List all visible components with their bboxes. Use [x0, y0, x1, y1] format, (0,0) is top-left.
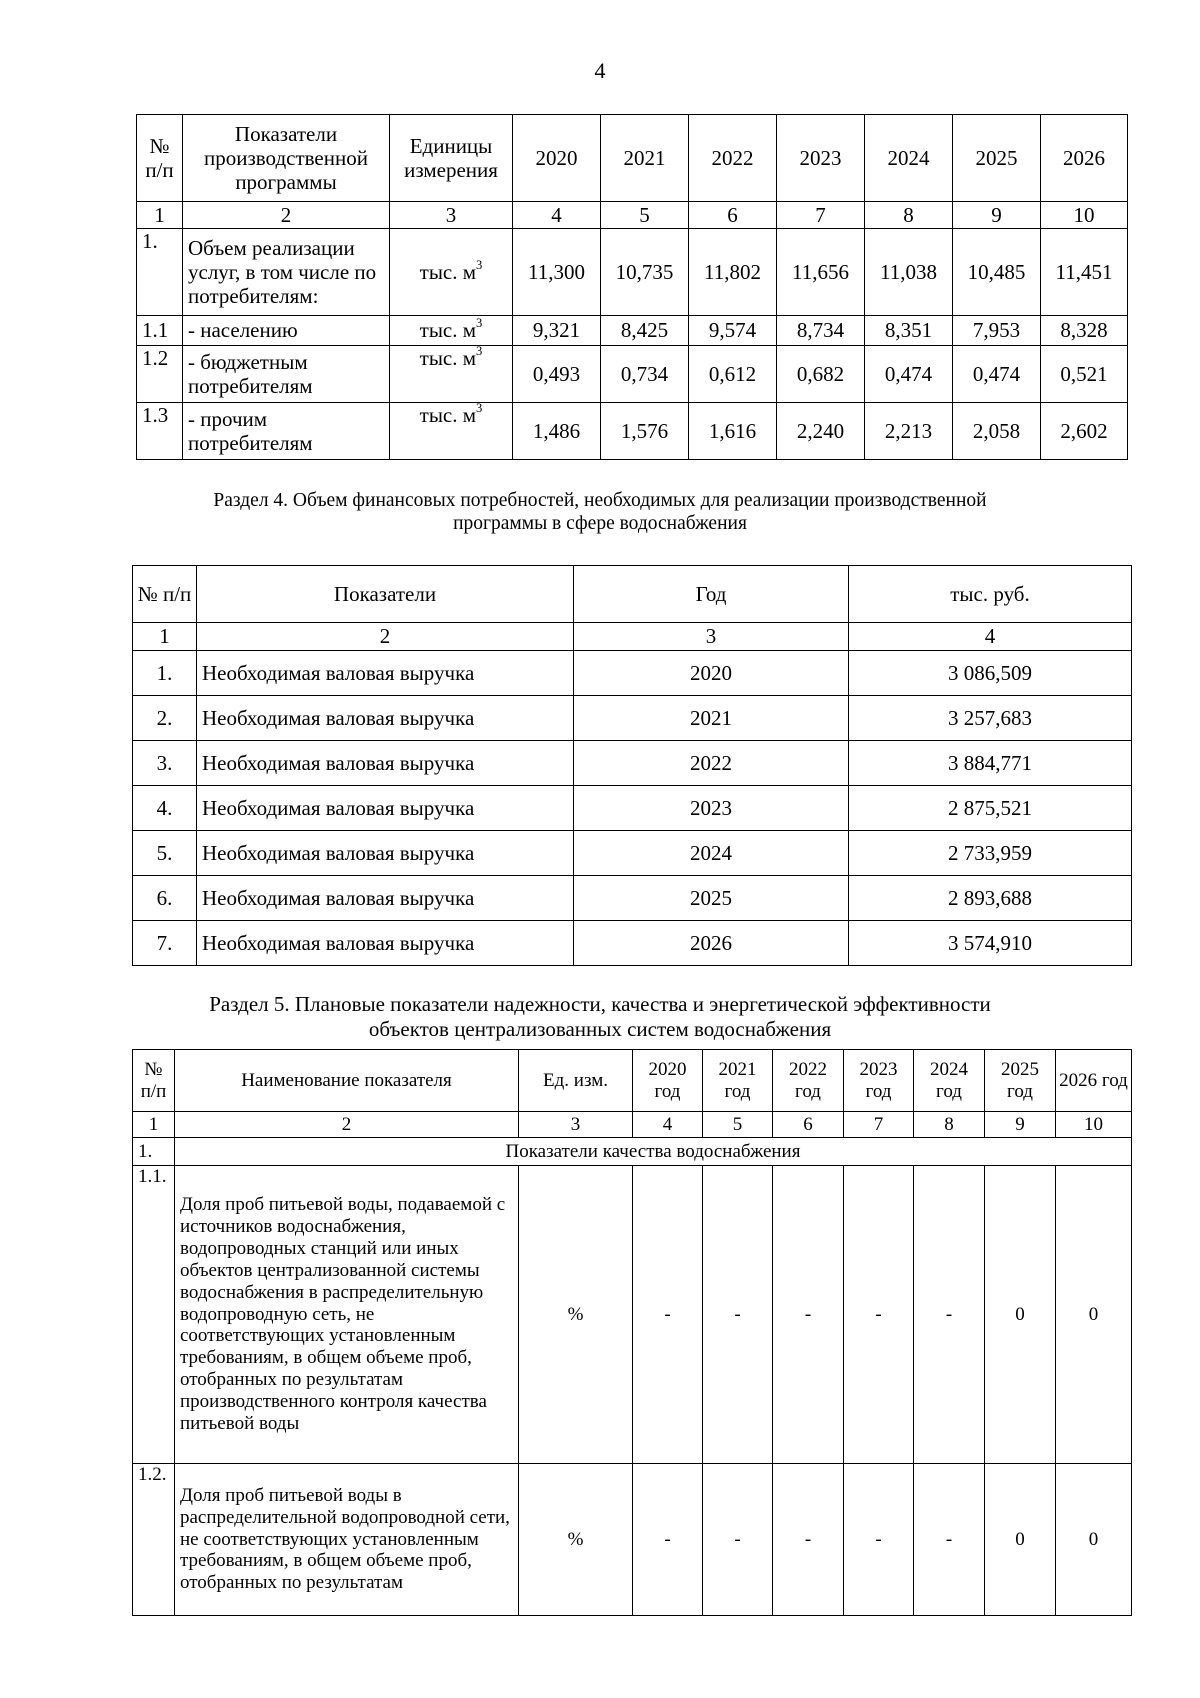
value-cell: - — [703, 1166, 773, 1464]
value-cell: 8,734 — [777, 316, 865, 346]
row-year: 2026 — [574, 921, 849, 966]
row-unit: тыс. $м^3$ — [390, 403, 513, 460]
value-cell: 0,612 — [689, 346, 777, 403]
value-cell: 2,602 — [1041, 403, 1128, 460]
table-row — [133, 831, 1132, 876]
table-row — [133, 1464, 1132, 1616]
header-year: 2023 — [777, 115, 865, 202]
value-cell: 1,616 — [689, 403, 777, 460]
row-num: 1.1. — [133, 1166, 175, 1464]
col-number: 1 — [133, 1112, 175, 1138]
row-amount: 2 875,521 — [849, 786, 1132, 831]
row-amount: 3 257,683 — [849, 696, 1132, 741]
table-row — [137, 403, 1128, 460]
col-number: 9 — [985, 1112, 1056, 1138]
col-number: 10 — [1041, 202, 1128, 229]
row-num: 6. — [133, 876, 197, 921]
row-label: Доля проб питьевой воды в распределительной водопроводной сети, не соответствующих установленным требованиям, в общем объеме проб, отобранных по результатам — [175, 1464, 519, 1616]
row-year: 2021 — [574, 696, 849, 741]
row-year: 2024 — [574, 831, 849, 876]
row-num: 7. — [133, 921, 197, 966]
value-cell: 1,486 — [513, 403, 601, 460]
value-cell: - — [703, 1464, 773, 1616]
header-units: Единицы измерения — [390, 115, 513, 202]
header-year: 2024 — [865, 115, 953, 202]
column-number-row — [133, 623, 1132, 651]
row-amount: 3 086,509 — [849, 651, 1132, 696]
value-cell: 0,474 — [865, 346, 953, 403]
financial-needs-table — [132, 565, 1132, 966]
row-num: 5. — [133, 831, 197, 876]
column-number-row — [133, 1112, 1132, 1138]
table-row — [133, 876, 1132, 921]
row-label: - прочим потребителям — [183, 403, 390, 460]
value-cell: 11,451 — [1041, 229, 1128, 316]
value-cell: 1,576 — [601, 403, 689, 460]
header-year: Год — [574, 566, 849, 623]
header-num: № п/п — [137, 115, 183, 202]
value-cell: - — [914, 1166, 985, 1464]
value-cell: - — [773, 1166, 844, 1464]
header-amount: тыс. руб. — [849, 566, 1132, 623]
header-year: 2020 год — [633, 1050, 703, 1112]
col-number: 4 — [849, 623, 1132, 651]
value-cell: 9,321 — [513, 316, 601, 346]
table-row — [133, 741, 1132, 786]
value-cell: 2,213 — [865, 403, 953, 460]
value-cell: 0 — [1056, 1464, 1132, 1616]
row-label: - населению — [183, 316, 390, 346]
header-num: № п/п — [133, 566, 197, 623]
header-year: 2020 — [513, 115, 601, 202]
value-cell: - — [914, 1464, 985, 1616]
col-number: 2 — [197, 623, 574, 651]
header-name: Наименование показателя — [175, 1050, 519, 1112]
row-label: Объем реализации услуг, в том числе по потребителям: — [183, 229, 390, 316]
col-number: 8 — [865, 202, 953, 229]
row-unit: тыс. $м^3$ — [390, 229, 513, 316]
value-cell: 11,656 — [777, 229, 865, 316]
value-cell: 0,493 — [513, 346, 601, 403]
group-row — [133, 1138, 1132, 1166]
table-header-row — [133, 566, 1132, 623]
header-year: 2021 — [601, 115, 689, 202]
value-cell: - — [773, 1464, 844, 1616]
value-cell: 0,734 — [601, 346, 689, 403]
header-unit: Ед. изм. — [519, 1050, 633, 1112]
production-volume-table — [136, 114, 1128, 460]
col-number: 7 — [777, 202, 865, 229]
value-cell: 0,682 — [777, 346, 865, 403]
value-cell: - — [633, 1464, 703, 1616]
col-number: 5 — [703, 1112, 773, 1138]
reliability-indicators-table — [132, 1049, 1132, 1616]
col-number: 8 — [914, 1112, 985, 1138]
row-num: 1. — [133, 651, 197, 696]
row-label: Необходимая валовая выручка — [197, 831, 574, 876]
page-number: 4 — [594, 58, 606, 83]
col-number: 10 — [1056, 1112, 1132, 1138]
section-5-title: Раздел 5. Плановые показатели надежности, качества и энергетической эффективности объектов централизованных систем водоснабжения — [209, 992, 991, 1042]
table-header-row — [133, 1050, 1132, 1112]
table-row — [133, 921, 1132, 966]
row-num: 1. — [137, 229, 183, 316]
header-year: 2022 — [689, 115, 777, 202]
group-num: 1. — [133, 1138, 175, 1166]
table-row — [133, 696, 1132, 741]
row-label: Необходимая валовая выручка — [197, 786, 574, 831]
col-number: 4 — [513, 202, 601, 229]
col-number: 3 — [390, 202, 513, 229]
col-number: 4 — [633, 1112, 703, 1138]
col-number: 6 — [689, 202, 777, 229]
value-cell: - — [844, 1166, 914, 1464]
row-label: Необходимая валовая выручка — [197, 876, 574, 921]
value-cell: 0 — [985, 1166, 1056, 1464]
value-cell: 0 — [1056, 1166, 1132, 1464]
col-number: 2 — [183, 202, 390, 229]
value-cell: 10,485 — [953, 229, 1041, 316]
row-label: Доля проб питьевой воды, подаваемой с источников водоснабжения, водопроводных станций или иных объектов централизованной системы водоснабжения в распределительную водопроводную сеть, не соответствующих установленным требованиям, в общем объеме проб, отобранных по результатам производственного контроля качества питьевой воды — [175, 1166, 519, 1464]
value-cell: 7,953 — [953, 316, 1041, 346]
value-cell: 2,240 — [777, 403, 865, 460]
table-row — [133, 786, 1132, 831]
value-cell: - — [844, 1464, 914, 1616]
value-cell: 2,058 — [953, 403, 1041, 460]
col-number: 6 — [773, 1112, 844, 1138]
header-year: 2021 год — [703, 1050, 773, 1112]
col-number: 3 — [574, 623, 849, 651]
col-number: 5 — [601, 202, 689, 229]
row-unit: тыс. $м^3$ — [390, 346, 513, 403]
row-label: Необходимая валовая выручка — [197, 651, 574, 696]
value-cell: 0 — [985, 1464, 1056, 1616]
row-num: 1.3 — [137, 403, 183, 460]
header-indicator: Показатели — [197, 566, 574, 623]
value-cell: - — [633, 1166, 703, 1464]
row-num: 4. — [133, 786, 197, 831]
header-year: 2026 — [1041, 115, 1128, 202]
row-amount: 2 733,959 — [849, 831, 1132, 876]
value-cell: 8,351 — [865, 316, 953, 346]
value-cell: 8,328 — [1041, 316, 1128, 346]
row-label: Необходимая валовая выручка — [197, 741, 574, 786]
row-amount: 3 574,910 — [849, 921, 1132, 966]
header-year: 2022 год — [773, 1050, 844, 1112]
value-cell: 11,300 — [513, 229, 601, 316]
group-label: Показатели качества водоснабжения — [175, 1138, 1132, 1166]
header-year: 2023 год — [844, 1050, 914, 1112]
row-unit: % — [519, 1166, 633, 1464]
row-amount: 3 884,771 — [849, 741, 1132, 786]
col-number: 1 — [133, 623, 197, 651]
row-year: 2020 — [574, 651, 849, 696]
value-cell: 0,521 — [1041, 346, 1128, 403]
row-year: 2022 — [574, 741, 849, 786]
table-header-row — [137, 115, 1128, 202]
value-cell: 11,038 — [865, 229, 953, 316]
value-cell: 8,425 — [601, 316, 689, 346]
value-cell: 10,735 — [601, 229, 689, 316]
table-row — [137, 316, 1128, 346]
col-number: 9 — [953, 202, 1041, 229]
table-row — [133, 651, 1132, 696]
row-unit: % — [519, 1464, 633, 1616]
header-year: 2026 год — [1056, 1050, 1132, 1112]
value-cell: 9,574 — [689, 316, 777, 346]
table-row — [133, 1166, 1132, 1464]
table-row — [137, 346, 1128, 403]
col-number: 1 — [137, 202, 183, 229]
header-year: 2025 — [953, 115, 1041, 202]
row-num: 1.2. — [133, 1464, 175, 1616]
header-indicator: Показатели производственной программы — [183, 115, 390, 202]
row-num: 1.2 — [137, 346, 183, 403]
header-num: № п/п — [133, 1050, 175, 1112]
row-label: - бюджетным потребителям — [183, 346, 390, 403]
section-4-title: Раздел 4. Объем финансовых потребностей, необходимых для реализации производственной программы в сфере водоснабжения — [213, 490, 987, 535]
row-year: 2023 — [574, 786, 849, 831]
header-year: 2025 год — [985, 1050, 1056, 1112]
col-number: 7 — [844, 1112, 914, 1138]
row-num: 3. — [133, 741, 197, 786]
col-number: 2 — [175, 1112, 519, 1138]
row-unit: тыс. $м^3$ — [390, 316, 513, 346]
row-amount: 2 893,688 — [849, 876, 1132, 921]
table-row — [137, 229, 1128, 316]
row-num: 2. — [133, 696, 197, 741]
row-year: 2025 — [574, 876, 849, 921]
column-number-row — [137, 202, 1128, 229]
value-cell: 11,802 — [689, 229, 777, 316]
col-number: 3 — [519, 1112, 633, 1138]
row-label: Необходимая валовая выручка — [197, 921, 574, 966]
row-label: Необходимая валовая выручка — [197, 696, 574, 741]
row-num: 1.1 — [137, 316, 183, 346]
value-cell: 0,474 — [953, 346, 1041, 403]
header-year: 2024 год — [914, 1050, 985, 1112]
